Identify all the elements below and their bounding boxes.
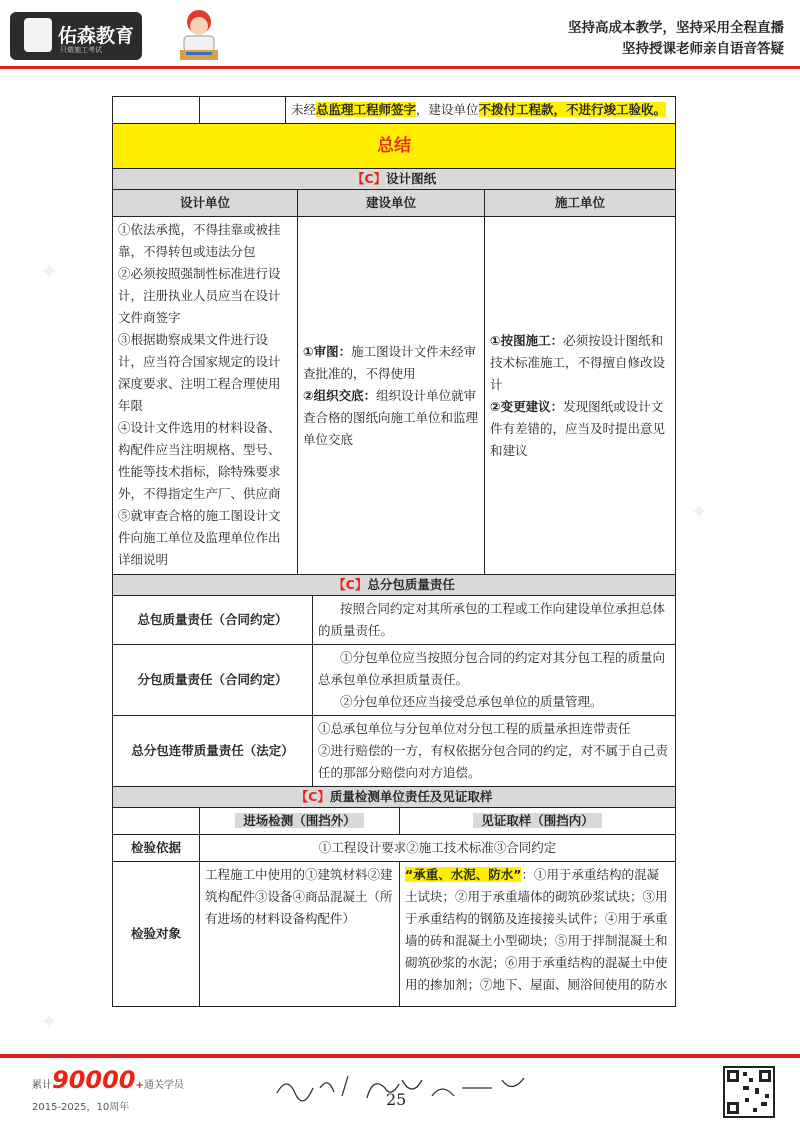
empty-cell (113, 97, 200, 124)
list-item: ①按图施工：必须按设计图纸和技术标准施工，不得擅自修改设计 (490, 332, 666, 392)
table-row (113, 716, 676, 787)
subcontract-table (112, 574, 676, 787)
acceptance-note: 未经总监理工程师签字，建设单位不拨付工程款，不进行竣工验收。 (286, 97, 676, 124)
row-content: ①总承包单位与分包单位对分包工程的质量承担连带责任 ②进行赔偿的一方，有权依据分包合同的约定，对不属于自己责任的那部分赔偿向对方追偿。 (313, 716, 676, 787)
design-table (112, 168, 676, 576)
row-content: ①分包单位应当按照分包合同的约定对其分包工程的质量向总承包单位承担质量责任。 ②分包单位还应当接受总承包单位的质量管理。 (313, 645, 676, 716)
owner-unit-cell (298, 216, 485, 575)
section-heading: 【C】质量检测单位责任及见证取样 (113, 786, 676, 807)
empty-cell (200, 97, 286, 124)
document-body (112, 96, 676, 1007)
mascot-icon (174, 8, 224, 64)
table-row (113, 834, 676, 861)
list-item: ⑤就审查合格的施工图设计文件向施工单位及监理单位作出详细说明 (118, 507, 281, 567)
list-item: ④设计文件选用的材料设备、构配件应当注明规格、型号、性能等技术指标，除特殊要求外，不得指定生产厂、供应商 (118, 419, 281, 501)
table-row (113, 645, 676, 716)
list-item: ①审图：施工图设计文件未经审查批准的，不得使用 (303, 343, 477, 381)
page-number: 25 (386, 1090, 407, 1109)
list-item: ①依法承揽，不得挂靠或被挂靠，不得转包或违法分包 (118, 221, 281, 259)
watermark: ✦ (690, 500, 709, 525)
logo-seal-icon (24, 18, 52, 52)
page-header (0, 0, 800, 70)
table-row (113, 861, 676, 1006)
empty-cell (113, 807, 200, 834)
summary-title: 总结 (113, 124, 676, 169)
anniversary-text: 2015-2025，10周年 (32, 1102, 130, 1113)
footer-rule (0, 1054, 800, 1058)
column-header: 进场检测（围挡外） (200, 807, 400, 834)
table-row (113, 97, 676, 124)
table-row (113, 596, 676, 645)
column-header: 建设单位 (298, 189, 485, 216)
row-label: 总分包连带质量责任（法定） (113, 716, 313, 787)
learner-count: 累计90000+通关学员 (32, 1066, 184, 1094)
summary-table (112, 96, 676, 169)
testing-table (112, 786, 676, 1007)
handwritten-signature (272, 1068, 542, 1108)
row-content: ①工程设计要求②施工技术标准③合同约定 (200, 834, 676, 861)
row-content: 工程施工中使用的①建筑材料②建筑构配件③设备④商品混凝土（所有进场的材料设备构配件） (200, 861, 400, 1006)
row-label: 检验依据 (113, 834, 200, 861)
column-header: 施工单位 (485, 189, 676, 216)
slogan-line-2: 坚持授课老师亲自语音答疑 (622, 41, 784, 57)
row-label: 总包质量责任（合同约定） (113, 596, 313, 645)
row-label: 分包质量责任（合同约定） (113, 645, 313, 716)
list-item: ②组织交底：组织设计单位就审查合格的图纸向施工单位和监理单位交底 (303, 387, 479, 447)
row-content: 按照合同约定对其所承包的工程或工作向建设单位承担总体的质量责任。 (313, 596, 676, 645)
section-heading: 【C】总分包质量责任 (113, 575, 676, 596)
contractor-unit-cell (485, 216, 676, 575)
row-content: “承重、水泥、防水”：①用于承重结构的混凝土试块；②用于承重墙体的砌筑砂浆试块；③用于承重结构的钢筋及连接接头试件；④用于承重墙的砖和混凝土小型砌块；⑤用于拌制混凝土和砌筑砂浆的水泥；⑥用于承重结构的混凝土中使用的掺加剂；⑦地下、屋面、厕浴间使用的防水 (400, 861, 676, 1006)
slogan-line-1: 坚持高成本教学，坚持采用全程直播 (568, 20, 784, 36)
section-heading: 【C】设计图纸 (113, 168, 676, 189)
column-header: 设计单位 (113, 189, 298, 216)
watermark: ✦ (40, 1010, 59, 1035)
header-rule (0, 66, 800, 69)
qr-code-icon[interactable] (723, 1066, 775, 1118)
brand-logo (10, 12, 142, 60)
watermark: ✦ (40, 260, 59, 285)
list-item: ③根据勘察成果文件进行设计，应当符合国家规定的设计深度要求、注明工程合理使用年限 (118, 331, 281, 413)
list-item: ②变更建议：发现图纸或设计文件有差错的，应当及时提出意见和建议 (490, 398, 666, 458)
brand-name: 佑森教育 (58, 25, 135, 47)
column-header: 见证取样（围挡内） (400, 807, 676, 834)
design-unit-cell (113, 216, 298, 575)
list-item: ②必须按照强制性标准进行设计，注册执业人员应当在设计文件商签字 (118, 265, 281, 325)
row-label: 检验对象 (113, 861, 200, 1006)
brand-subtitle: 只做施工考试 (60, 46, 102, 54)
